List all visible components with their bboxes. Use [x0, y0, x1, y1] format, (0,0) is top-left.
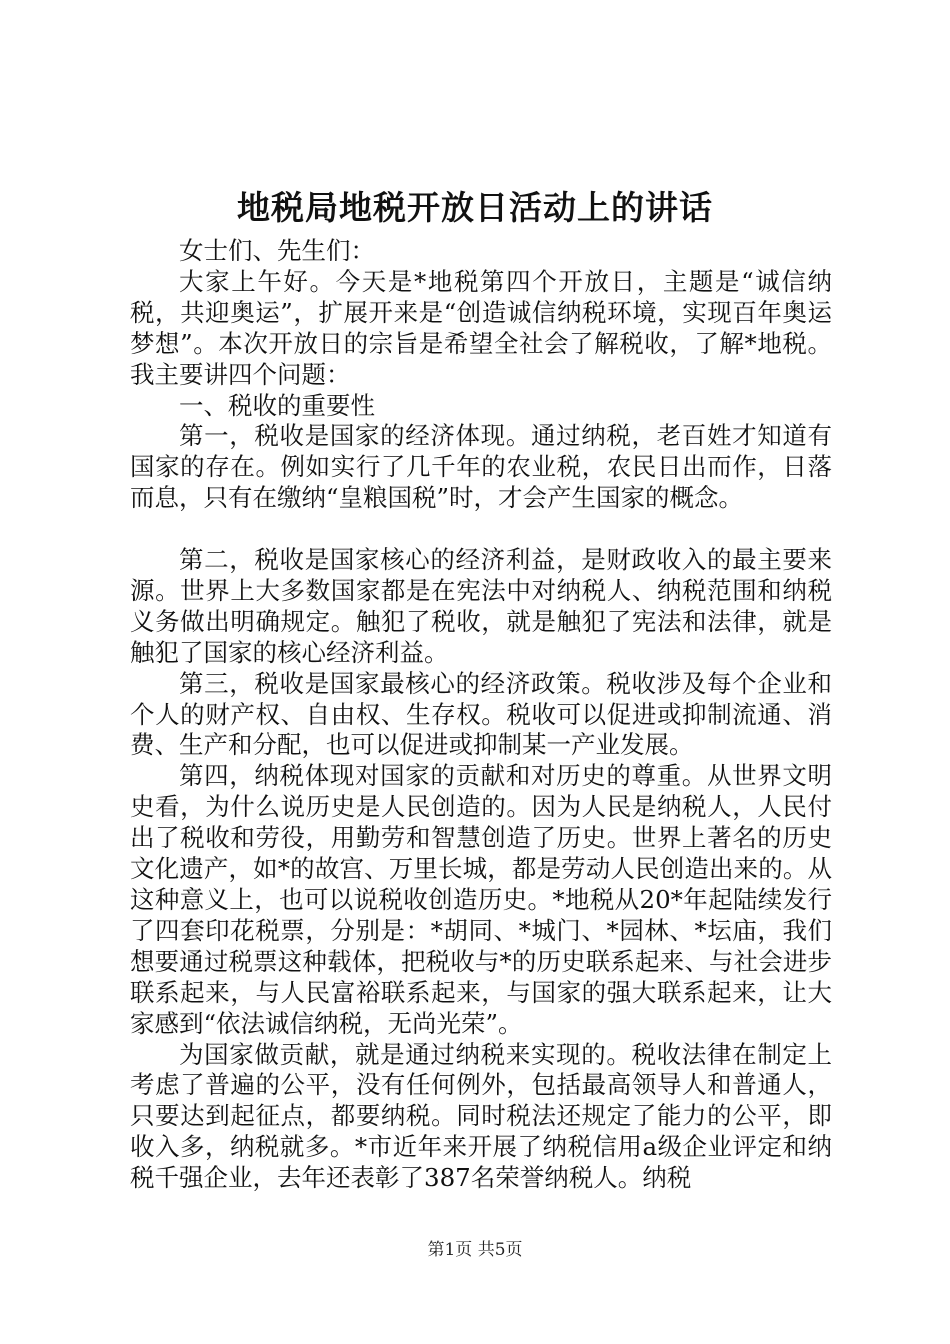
contribution-paragraph: 为国家做贡献，就是通过纳税来实现的。税收法律在制定上考虑了普遍的公平，没有任何例外，包括最高领导人和普通人，只要达到起征点，都要纳税。同时税法还规定了能力的公平，即收入多，纳税就多。*市近年来开展了纳税信用a级企业评定和纳税千强企业，去年还表彰了387名荣誉纳税人。纳税 — [130, 1039, 832, 1193]
opening-paragraph: 大家上午好。今天是*地税第四个开放日，主题是“诚信纳税，共迎奥运”，扩展开来是“创造诚信纳税环境，实现百年奥运梦想”。本次开放日的宗旨是希望全社会了解税收，了解*地税。我主要讲四个问题： — [130, 266, 832, 389]
point-four-paragraph: 第四，纳税体现对国家的贡献和对历史的尊重。从世界文明史看，为什么说历史是人民创造的。因为人民是纳税人，人民付出了税收和劳役，用勤劳和智慧创造了历史。世界上著名的历史文化遗产，如*的故宫、万里长城，都是劳动人民创造出来的。从这种意义上，也可以说税收创造历史。*地税从20*年起陆续发行了四套印花税票，分别是：*胡同、*城门、*园林、*坛庙，我们想要通过税票这种载体，把税收与*的历史联系起来、与社会进步联系起来，与人民富裕联系起来，与国家的强大联系起来，让大家感到“依法诚信纳税，无尚光荣”。 — [130, 761, 832, 1038]
point-one-paragraph: 第一，税收是国家的经济体现。通过纳税，老百姓才知道有国家的存在。例如实行了几千年的农业税，农民日出而作，日落而息，只有在缴纳“皇粮国税”时，才会产生国家的概念。 — [130, 421, 832, 513]
document-title: 地税局地税开放日活动上的讲话 — [237, 188, 713, 227]
point-two-paragraph: 第二，税收是国家核心的经济利益，是财政收入的最主要来源。世界上大多数国家都是在宪法中对纳税人、纳税范围和纳税义务做出明确规定。触犯了税收，就是触犯了宪法和法律，就是触犯了国家的核心经济利益。 — [130, 545, 832, 667]
document-body — [130, 236, 832, 1194]
salutation-paragraph: 女士们、先生们： — [179, 236, 375, 265]
point-three-paragraph: 第三，税收是国家最核心的经济政策。税收涉及每个企业和个人的财产权、自由权、生存权。税收可以促进或抑制流通、消费、生产和分配，也可以促进或抑制某一产业发展。 — [130, 668, 832, 760]
paragraph-spacer — [130, 514, 832, 545]
page-footer: 第1页 共5页 — [427, 1240, 523, 1260]
section-heading: 一、税收的重要性 — [179, 390, 375, 420]
